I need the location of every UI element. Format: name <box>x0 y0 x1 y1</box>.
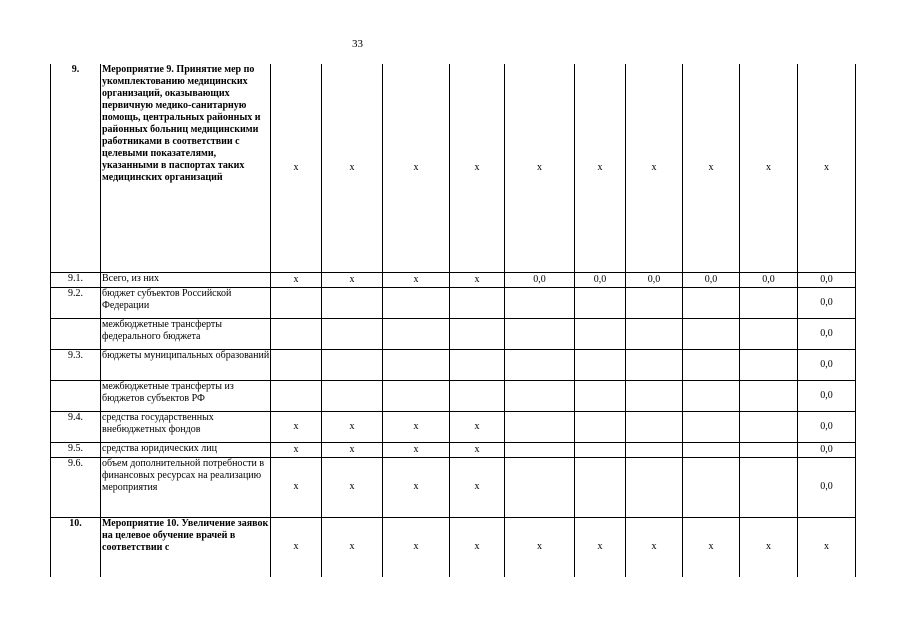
table-cell: x <box>626 517 683 577</box>
table-cell: x <box>322 517 383 577</box>
table-cell <box>683 457 740 517</box>
row-description: межбюджетные трансферты федерального бюджета <box>101 318 271 349</box>
table-cell <box>575 318 626 349</box>
row-description: Мероприятие 9. Принятие мер по укомплектованию медицинских организаций, оказывающих первичную медико-санитарную помощь, центральных районных и районных больниц медицинскими работниками в соответствии с целевыми показателями, указанными в паспортах таких медицинских организаций <box>101 64 271 272</box>
table-cell: x <box>626 64 683 272</box>
table-cell <box>740 411 798 442</box>
table-cell <box>683 349 740 380</box>
row-number <box>51 380 101 411</box>
table-cell: 0,0 <box>505 272 575 287</box>
table-row <box>51 442 856 457</box>
table-cell <box>683 442 740 457</box>
table-cell: x <box>683 64 740 272</box>
row-description: средства юридических лиц <box>101 442 271 457</box>
table-cell <box>383 318 450 349</box>
table-cell <box>626 411 683 442</box>
table-cell <box>450 349 505 380</box>
table-cell <box>271 318 322 349</box>
row-number: 10. <box>51 517 101 577</box>
table-cell <box>575 457 626 517</box>
table-row <box>51 272 856 287</box>
table-cell: 0,0 <box>798 318 856 349</box>
table-cell: 0,0 <box>683 272 740 287</box>
table-cell <box>271 349 322 380</box>
table-cell <box>505 457 575 517</box>
row-number: 9.6. <box>51 457 101 517</box>
table-cell: x <box>383 517 450 577</box>
table-cell <box>322 380 383 411</box>
table-cell: x <box>505 517 575 577</box>
table-row <box>51 380 856 411</box>
table-cell <box>383 349 450 380</box>
table-cell <box>575 442 626 457</box>
table-cell <box>505 349 575 380</box>
row-description: бюджет субъектов Российской Федерации <box>101 287 271 318</box>
table-cell <box>740 457 798 517</box>
table-cell <box>626 442 683 457</box>
row-number: 9.4. <box>51 411 101 442</box>
table-cell: 0,0 <box>798 457 856 517</box>
table-cell: x <box>271 442 322 457</box>
row-description: Мероприятие 10. Увеличение заявок на целевое обучение врачей в соответствии с <box>101 517 271 577</box>
table-cell <box>271 287 322 318</box>
table-cell: 0,0 <box>798 380 856 411</box>
table-row <box>51 318 856 349</box>
table-cell: 0,0 <box>798 287 856 318</box>
table-cell <box>626 380 683 411</box>
table-cell <box>683 411 740 442</box>
table-cell <box>322 318 383 349</box>
table-cell: 0,0 <box>798 411 856 442</box>
row-description: средства государственных внебюджетных фондов <box>101 411 271 442</box>
row-number: 9. <box>51 64 101 272</box>
table-cell: x <box>740 517 798 577</box>
table-cell: x <box>383 272 450 287</box>
table-cell: 0,0 <box>740 272 798 287</box>
table-cell: 0,0 <box>626 272 683 287</box>
table-cell: x <box>450 64 505 272</box>
table-cell: x <box>575 64 626 272</box>
table-row <box>51 349 856 380</box>
table-cell <box>740 349 798 380</box>
table-cell: x <box>271 457 322 517</box>
table-cell: 0,0 <box>798 442 856 457</box>
table-cell <box>450 380 505 411</box>
table-cell <box>683 380 740 411</box>
table-cell <box>505 442 575 457</box>
table-cell <box>505 287 575 318</box>
table-cell: x <box>271 411 322 442</box>
row-description: Всего, из них <box>101 272 271 287</box>
table-cell <box>626 287 683 318</box>
table-cell <box>450 318 505 349</box>
table-cell <box>683 287 740 318</box>
table-cell: x <box>450 442 505 457</box>
table-cell: x <box>450 272 505 287</box>
table-cell: x <box>505 64 575 272</box>
table-cell <box>740 318 798 349</box>
table-cell: x <box>322 64 383 272</box>
table-cell: x <box>383 64 450 272</box>
table-row <box>51 64 856 272</box>
table-cell: 0,0 <box>798 272 856 287</box>
table-cell <box>450 287 505 318</box>
table-cell: x <box>683 517 740 577</box>
table-cell <box>322 287 383 318</box>
table-cell <box>740 442 798 457</box>
table-cell: x <box>450 411 505 442</box>
row-description: межбюджетные трансферты из бюджетов субъектов РФ <box>101 380 271 411</box>
table-cell: x <box>322 272 383 287</box>
table-cell: x <box>575 517 626 577</box>
table-cell <box>383 380 450 411</box>
table-cell: x <box>322 411 383 442</box>
row-number <box>51 318 101 349</box>
table-row <box>51 287 856 318</box>
table-cell: x <box>450 517 505 577</box>
table-cell: x <box>383 442 450 457</box>
table-cell <box>626 457 683 517</box>
table-cell <box>505 380 575 411</box>
table-cell <box>740 287 798 318</box>
table-cell: 0,0 <box>798 349 856 380</box>
table-cell <box>626 349 683 380</box>
table-cell <box>740 380 798 411</box>
table-cell: x <box>383 411 450 442</box>
table-cell <box>626 318 683 349</box>
table-cell: x <box>322 457 383 517</box>
table-cell: x <box>798 517 856 577</box>
table-cell <box>271 380 322 411</box>
table-cell: 0,0 <box>575 272 626 287</box>
table-row <box>51 411 856 442</box>
table-cell: x <box>271 272 322 287</box>
page-number: 33 <box>352 38 363 50</box>
row-number: 9.2. <box>51 287 101 318</box>
table-row <box>51 457 856 517</box>
table-cell: x <box>383 457 450 517</box>
table-cell <box>322 349 383 380</box>
table-cell <box>505 318 575 349</box>
table-cell: x <box>450 457 505 517</box>
table-cell <box>575 349 626 380</box>
table-cell <box>505 411 575 442</box>
row-number: 9.5. <box>51 442 101 457</box>
row-description: объем дополнительной потребности в финансовых ресурсах на реализацию мероприятия <box>101 457 271 517</box>
table-row <box>51 517 856 577</box>
row-number: 9.3. <box>51 349 101 380</box>
table-cell: x <box>322 442 383 457</box>
row-description: бюджеты муниципальных образований <box>101 349 271 380</box>
table-cell: x <box>740 64 798 272</box>
table-cell: x <box>271 517 322 577</box>
table-cell <box>575 380 626 411</box>
table-cell <box>575 411 626 442</box>
table-cell: x <box>798 64 856 272</box>
table-cell <box>683 318 740 349</box>
table-cell: x <box>271 64 322 272</box>
row-number: 9.1. <box>51 272 101 287</box>
table-cell <box>575 287 626 318</box>
funding-table <box>50 64 856 577</box>
table-cell <box>383 287 450 318</box>
